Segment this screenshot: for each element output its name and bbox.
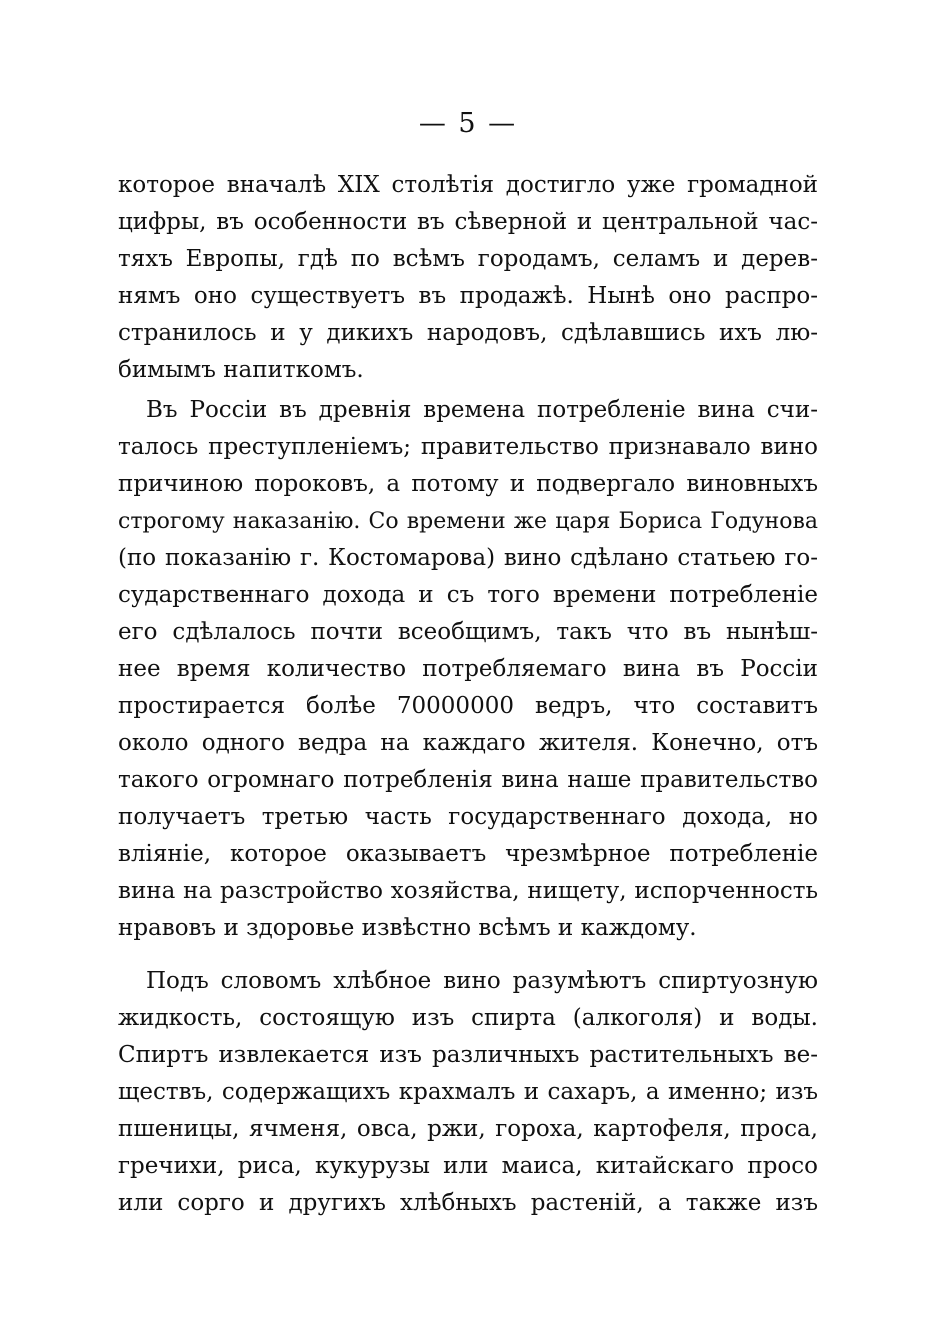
text-line: простирается болѣе 70000000 ведръ, что составитъ [118, 693, 818, 719]
text-line: получаетъ третью часть государственнаго дохода, но [118, 804, 818, 830]
text-line: странилось и у дикихъ народовъ, сдѣлавшись ихъ лю- [118, 320, 818, 346]
text-line: которое вначалѣ XIX столѣтія достигло уже громадной [118, 172, 818, 198]
text-line: или сорго и другихъ хлѣбныхъ растеній, а также изъ [118, 1190, 818, 1216]
paragraph-2 [118, 392, 818, 947]
text-line: нравовъ и здоровье извѣстно всѣмъ и каждому. [118, 915, 697, 941]
text-line: такого огромнаго потребленія вина наше правительство [118, 767, 818, 793]
text-line: (по показанію г. Костомарова) вино сдѣлано статьею го- [118, 545, 818, 571]
text-line: вліяніе, которое оказываетъ чрезмѣрное потребленіе [118, 841, 818, 867]
text-line: причиною пороковъ, а потому и подвергало виновныхъ [118, 471, 818, 497]
text-line: цифры, въ особенности въ сѣверной и центральной час- [118, 209, 818, 235]
text-line: Въ Россіи въ древнія времена потребленіе вина счи- [146, 397, 818, 423]
text-line: нямъ оно существуетъ въ продажѣ. Нынѣ оно распро- [118, 283, 818, 309]
text-line: Подъ словомъ хлѣбное вино разумѣютъ спиртуозную [146, 968, 818, 994]
text-line: пшеницы, ячменя, овса, ржи, гороха, картофеля, проса, [118, 1116, 818, 1142]
text-line: строгому наказанію. Со времени же царя Бориса Годунова [118, 509, 818, 534]
text-line: жидкость, состоящую изъ спирта (алкоголя) и воды. [118, 1005, 818, 1031]
text-line: гречихи, риса, кукурузы или маиса, китайскаго просо [118, 1153, 818, 1179]
text-line: его сдѣлалось почти всеобщимъ, такъ что въ нынѣш- [118, 619, 818, 645]
text-line: тяхъ Европы, гдѣ по всѣмъ городамъ, селамъ и дерев- [118, 246, 818, 272]
text-line: Спиртъ извлекается изъ различныхъ растительныхъ ве- [118, 1042, 818, 1068]
text-line: ществъ, содержащихъ крахмалъ и сахаръ, а именно; изъ [118, 1079, 818, 1105]
paragraph-3 [118, 963, 818, 1222]
page-number: — 5 — [418, 108, 518, 139]
text-line: около одного ведра на каждаго жителя. Конечно, отъ [118, 730, 818, 756]
text-line: бимымъ напиткомъ. [118, 357, 364, 383]
text-line: сударственнаго дохода и съ того времени потребленіе [118, 582, 818, 608]
text-line: талось преступленіемъ; правительство признавало вино [118, 434, 818, 460]
paragraph-1 [118, 167, 818, 389]
text-line: вина на разстройство хозяйства, нищету, испорченность [118, 878, 818, 904]
text-line: нее время количество потребляемаго вина въ Россіи [118, 656, 818, 682]
